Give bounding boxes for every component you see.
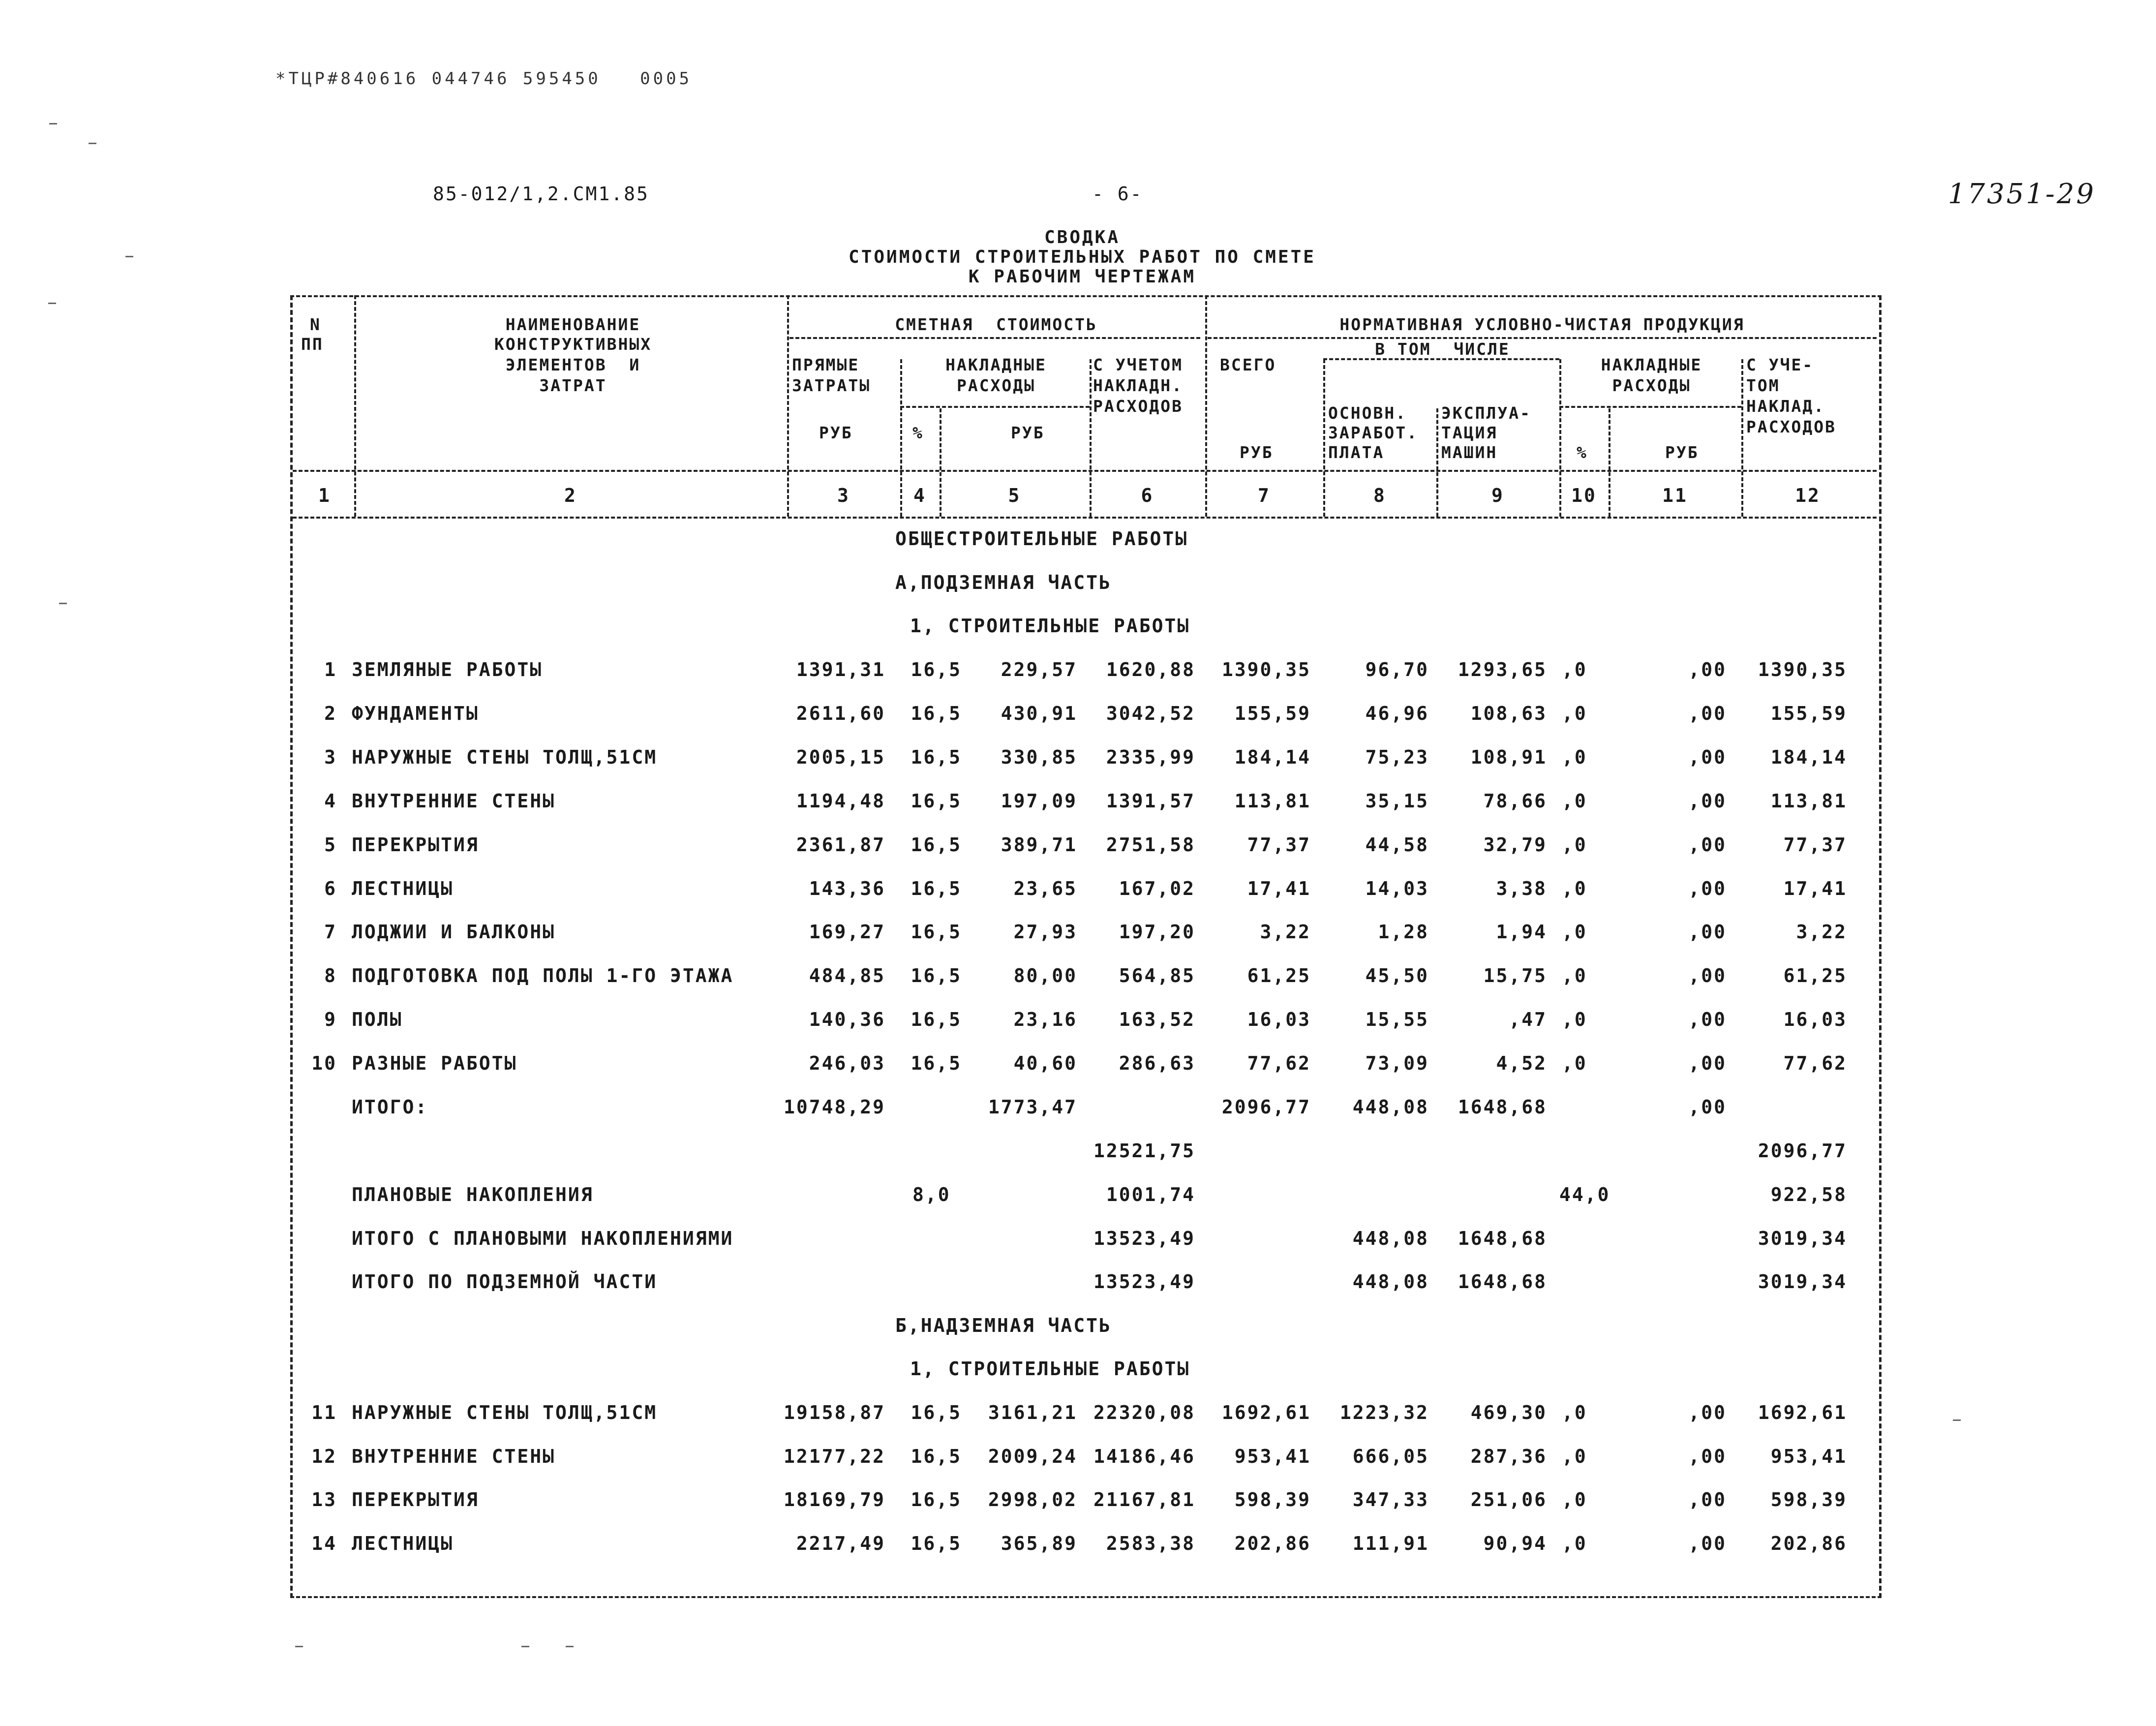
row-cell-c6: 1620,88 [1106, 659, 1195, 680]
plan-c12: 922,58 [1770, 1184, 1847, 1205]
row-cell-c11: ,00 [1688, 659, 1727, 680]
itogo-c11: ,00 [1688, 1096, 1727, 1118]
hdr-norm-with-4: РАСХОДОВ [1746, 417, 1836, 436]
scan-speck [521, 1646, 529, 1647]
row-cell-c4: 16,5 [911, 746, 962, 768]
hdr-wages-1: ОСНОВН. [1328, 403, 1407, 423]
sheet-code: 85-012/1,2.СМ1.85 [433, 183, 649, 205]
row-cell-c4: 16,5 [911, 702, 962, 724]
row-cell-c4: 16,5 [911, 1533, 962, 1555]
row-cell-c6: 197,20 [1119, 921, 1195, 943]
row-cell-c6: 564,85 [1119, 965, 1195, 987]
row-cell-c12: 77,37 [1783, 833, 1847, 856]
row-cell-c4: 16,5 [911, 921, 962, 943]
row-cell-c8: 73,09 [1365, 1052, 1429, 1075]
hdr-machines-3: МАШИН [1441, 443, 1498, 462]
colnum-9: 9 [1491, 485, 1504, 506]
row-cell-c12: 3,22 [1796, 921, 1847, 943]
row-cell-c7: 1390,35 [1221, 659, 1311, 680]
row-cell-c6: 1391,57 [1106, 790, 1195, 812]
row-cell-c7: 953,41 [1234, 1445, 1311, 1467]
hdr-overhead-2: РАСХОДЫ [956, 376, 1036, 395]
colnum-10: 10 [1571, 485, 1597, 506]
row-cell-c12: 598,39 [1770, 1489, 1847, 1511]
section-general: ОБЩЕСТРОИТЕЛЬНЫЕ РАБОТЫ [895, 528, 1188, 550]
hdr-wages-3: ПЛАТА [1328, 443, 1385, 462]
row-name: ЛОДЖИИ И БАЛКОНЫ [352, 921, 556, 943]
row-number: 7 [324, 921, 337, 943]
row-cell-c6: 2335,99 [1106, 746, 1195, 768]
title-line-1: СВОДКА [1044, 227, 1121, 247]
scan-speck [49, 123, 57, 124]
row-cell-c6: 2751,58 [1106, 833, 1195, 856]
row-cell-c7: 1692,61 [1221, 1402, 1311, 1423]
row-cell-c12: 202,86 [1770, 1533, 1847, 1555]
row-cell-c6: 163,52 [1119, 1009, 1195, 1031]
row-cell-c9: 78,66 [1483, 790, 1547, 812]
hdr-group-cost: СМЕТНАЯ СТОИМОСТЬ [895, 315, 1097, 334]
hdr-machines-2: ТАЦИЯ [1441, 423, 1498, 442]
section-aboveground: Б,НАДЗЕМНАЯ ЧАСТЬ [895, 1315, 1112, 1336]
hdr-machines-1: ЭКСПЛУА- [1441, 403, 1531, 423]
row-cell-c5: 229,57 [1001, 659, 1077, 680]
hdr-direct-2: ЗАТРАТЫ [792, 376, 871, 395]
itogo-label: ИТОГО: [352, 1096, 428, 1118]
row-name: ПЕРЕКРЫТИЯ [352, 833, 479, 856]
row-cell-c5: 430,91 [1001, 702, 1077, 724]
row-cell-c9: 1,94 [1496, 921, 1547, 943]
colnum-rule [293, 517, 1877, 519]
hdr-pct-10: % [1577, 443, 1588, 462]
row-number: 13 [311, 1489, 337, 1511]
row-cell-c9: 108,91 [1470, 746, 1547, 768]
row-cell-c11: ,00 [1688, 1402, 1727, 1423]
row-cell-c10: ,0 [1562, 1402, 1587, 1423]
hdr-overhead-1: НАКЛАДНЫЕ [945, 355, 1047, 374]
overhead-sub-rule [900, 406, 1090, 408]
row-cell-c5: 80,00 [1013, 965, 1077, 987]
under-label: ИТОГО ПО ПОДЗЕМНОЙ ЧАСТИ [352, 1271, 658, 1293]
row-cell-c3: 2611,60 [796, 702, 885, 724]
row-cell-c11: ,00 [1688, 1489, 1727, 1511]
row-cell-c10: ,0 [1562, 1533, 1587, 1555]
row-number: 12 [311, 1445, 337, 1467]
row-cell-c8: 1,28 [1378, 921, 1429, 943]
row-cell-c5: 3161,21 [988, 1402, 1077, 1423]
row-cell-c7: 17,41 [1247, 877, 1311, 899]
row-cell-c7: 184,14 [1234, 746, 1311, 768]
title-line-3: К РАБОЧИМ ЧЕРТЕЖАМ [968, 267, 1196, 287]
hdr-rub-5: РУБ [1011, 423, 1045, 442]
row-cell-c7: 16,03 [1247, 1009, 1311, 1031]
colnum-8: 8 [1373, 485, 1386, 506]
row-cell-c7: 113,81 [1234, 790, 1311, 812]
row-name: ЗЕМЛЯНЫЕ РАБОТЫ [352, 659, 543, 680]
row-cell-c7: 61,25 [1247, 965, 1311, 987]
hdr-name-2: КОНСТРУКТИВНЫХ [494, 335, 652, 354]
scan-speck [1953, 1419, 1961, 1421]
with-plan-c9: 1648,68 [1458, 1228, 1547, 1249]
row-cell-c11: ,00 [1688, 921, 1727, 943]
hdr-with-overhead-3: РАСХОДОВ [1093, 397, 1183, 416]
row-cell-c6: 21167,81 [1093, 1489, 1195, 1511]
hdr-name-3: ЭЛЕМЕНТОВ И [505, 355, 641, 374]
row-cell-c12: 16,03 [1783, 1009, 1847, 1031]
col-divider-2 [787, 295, 789, 517]
row-cell-c4: 16,5 [911, 1445, 962, 1467]
row-cell-c11: ,00 [1688, 1445, 1727, 1467]
row-number: 4 [324, 790, 337, 812]
with-plan-label: ИТОГО С ПЛАНОВЫМИ НАКОПЛЕНИЯМИ [352, 1228, 734, 1249]
with-plan-c8: 448,08 [1352, 1228, 1429, 1249]
row-cell-c8: 14,03 [1365, 877, 1429, 899]
colnum-11: 11 [1662, 485, 1688, 506]
hdr-rub-3: РУБ [819, 423, 853, 442]
colnum-3: 3 [837, 485, 850, 506]
row-cell-c12: 17,41 [1783, 877, 1847, 899]
with-plan-c12: 3019,34 [1758, 1228, 1847, 1249]
hdr-total: ВСЕГО [1220, 355, 1276, 374]
hdr-name-4: ЗАТРАТ [539, 376, 607, 395]
itogo-c3: 10748,29 [783, 1096, 885, 1118]
colnum-7: 7 [1258, 485, 1271, 506]
row-cell-c6: 2583,38 [1106, 1533, 1195, 1555]
row-cell-c3: 140,36 [809, 1009, 885, 1031]
row-cell-c11: ,00 [1688, 1052, 1727, 1075]
scan-speck [89, 143, 96, 144]
scan-speck [566, 1646, 574, 1647]
row-cell-c10: ,0 [1562, 1052, 1587, 1075]
row-cell-c8: 347,33 [1352, 1489, 1429, 1511]
row-cell-c11: ,00 [1688, 790, 1727, 812]
row-cell-c10: ,0 [1562, 965, 1587, 987]
row-cell-c4: 16,5 [911, 1489, 962, 1511]
under-c12: 3019,34 [1758, 1271, 1847, 1293]
row-cell-c12: 77,62 [1783, 1052, 1847, 1075]
row-cell-c3: 2005,15 [796, 746, 885, 768]
row-cell-c8: 111,91 [1352, 1533, 1429, 1555]
row-cell-c3: 1391,31 [796, 659, 885, 680]
row-cell-c9: 469,30 [1470, 1402, 1547, 1423]
row-cell-c11: ,00 [1688, 833, 1727, 856]
itogo-c8: 448,08 [1352, 1096, 1429, 1118]
row-cell-c3: 19158,87 [783, 1402, 885, 1423]
plan-c10: 44,0 [1559, 1184, 1610, 1205]
row-cell-c5: 23,65 [1013, 877, 1077, 899]
row-cell-c5: 40,60 [1013, 1052, 1077, 1075]
hdr-rub-7: РУБ [1240, 443, 1274, 462]
row-cell-c6: 3042,52 [1106, 702, 1195, 724]
row-cell-c12: 184,14 [1770, 746, 1847, 768]
plan-c4: 8,0 [912, 1184, 951, 1205]
scan-speck [125, 256, 133, 257]
row-number: 5 [324, 833, 337, 856]
row-cell-c3: 2217,49 [796, 1533, 885, 1555]
row-cell-c4: 16,5 [911, 1052, 962, 1075]
scan-speck [59, 603, 67, 604]
plan-label: ПЛАНОВЫЕ НАКОПЛЕНИЯ [352, 1184, 594, 1205]
hdr-with-overhead-2: НАКЛАДН. [1093, 376, 1183, 395]
colnum-12: 12 [1795, 485, 1821, 506]
row-cell-c5: 330,85 [1001, 746, 1077, 768]
row-cell-c3: 1194,48 [796, 790, 885, 812]
colnum-4: 4 [913, 485, 926, 506]
itogo-c9: 1648,68 [1458, 1096, 1547, 1118]
row-number: 14 [311, 1533, 337, 1555]
cost-group-rule [790, 337, 1200, 339]
row-cell-c10: ,0 [1562, 877, 1587, 899]
scan-speck [48, 303, 56, 304]
row-cell-c9: 15,75 [1483, 965, 1547, 987]
hdr-rub-11: РУБ [1665, 443, 1699, 462]
row-number: 11 [311, 1402, 337, 1423]
page-number: - 6- [1092, 183, 1143, 205]
row-cell-c12: 1390,35 [1758, 659, 1847, 680]
row-cell-c10: ,0 [1562, 1009, 1587, 1031]
row-cell-c10: ,0 [1562, 921, 1587, 943]
row-number: 3 [324, 746, 337, 768]
itogo-c5: 1773,47 [988, 1096, 1077, 1118]
row-cell-c6: 14186,46 [1093, 1445, 1195, 1467]
row-cell-c7: 3,22 [1260, 921, 1311, 943]
row-cell-c5: 23,16 [1013, 1009, 1077, 1031]
section-underground: А,ПОДЗЕМНАЯ ЧАСТЬ [895, 572, 1112, 593]
row-cell-c4: 16,5 [911, 1009, 962, 1031]
row-cell-c5: 389,71 [1001, 833, 1077, 856]
row-cell-c9: 3,38 [1496, 877, 1547, 899]
hdr-name-1: НАИМЕНОВАНИЕ [505, 315, 641, 334]
row-cell-c7: 598,39 [1234, 1489, 1311, 1511]
row-cell-c3: 18169,79 [783, 1489, 885, 1511]
row-name: ЛЕСТНИЦЫ [352, 1533, 454, 1555]
row-cell-c6: 167,02 [1119, 877, 1195, 899]
row-cell-c4: 16,5 [911, 1402, 962, 1423]
row-name: НАРУЖНЫЕ СТЕНЫ ТОЛЩ,51СМ [352, 746, 658, 768]
colnum-2: 2 [564, 485, 577, 506]
hdr-norm-with-1: С УЧЕ- [1746, 355, 1814, 374]
hdr-norm-with-2: ТОМ [1746, 376, 1780, 395]
row-cell-c7: 77,37 [1247, 833, 1311, 856]
row-number: 8 [324, 965, 337, 987]
row-cell-c3: 12177,22 [783, 1445, 885, 1467]
row-cell-c8: 96,70 [1365, 659, 1429, 680]
colnum-6: 6 [1141, 485, 1154, 506]
col-divider-1 [354, 295, 356, 517]
row-name: ВНУТРЕННИЕ СТЕНЫ [352, 1445, 556, 1467]
row-name: ФУНДАМЕНТЫ [352, 702, 479, 724]
hdr-including: В ТОМ ЧИСЛЕ [1375, 339, 1510, 359]
row-cell-c6: 22320,08 [1093, 1402, 1195, 1423]
row-cell-c5: 2009,24 [988, 1445, 1077, 1467]
row-cell-c4: 16,5 [911, 877, 962, 899]
hdr-no-1: N [310, 315, 321, 334]
row-cell-c8: 45,50 [1365, 965, 1429, 987]
row-cell-c8: 44,58 [1365, 833, 1429, 856]
row-cell-c10: ,0 [1562, 702, 1587, 724]
row-cell-c7: 77,62 [1247, 1052, 1311, 1075]
row-cell-c9: 287,36 [1470, 1445, 1547, 1467]
row-cell-c12: 1692,61 [1758, 1402, 1847, 1423]
hdr-direct-1: ПРЯМЫЕ [792, 355, 860, 374]
hdr-group-norm: НОРМАТИВНАЯ УСЛОВНО-ЧИСТАЯ ПРОДУКЦИЯ [1339, 315, 1745, 334]
hdr-norm-overhead-1: НАКЛАДНЫЕ [1601, 355, 1702, 374]
row-cell-c5: 197,09 [1001, 790, 1077, 812]
row-cell-c10: ,0 [1562, 746, 1587, 768]
row-cell-c4: 16,5 [911, 659, 962, 680]
row-cell-c8: 666,05 [1352, 1445, 1429, 1467]
row-cell-c12: 155,59 [1770, 702, 1847, 724]
row-cell-c6: 286,63 [1119, 1052, 1195, 1075]
row-cell-c4: 16,5 [911, 965, 962, 987]
row-cell-c5: 365,89 [1001, 1533, 1077, 1555]
row-cell-c3: 484,85 [809, 965, 885, 987]
row-cell-c8: 15,55 [1365, 1009, 1429, 1031]
row-cell-c8: 1223,32 [1339, 1402, 1429, 1423]
row-cell-c9: ,47 [1509, 1009, 1547, 1031]
plan-c6: 1001,74 [1106, 1184, 1195, 1205]
row-cell-c9: 108,63 [1470, 702, 1547, 724]
itogo-c7: 2096,77 [1221, 1096, 1311, 1118]
row-cell-c10: ,0 [1562, 1489, 1587, 1511]
hdr-pct-4: % [912, 423, 924, 442]
row-number: 2 [324, 702, 337, 724]
row-cell-c8: 35,15 [1365, 790, 1429, 812]
row-name: НАРУЖНЫЕ СТЕНЫ ТОЛЩ,51СМ [352, 1402, 658, 1423]
header-rule [293, 470, 1877, 472]
norm-overhead-sub-rule [1559, 406, 1741, 408]
scan-speck [295, 1646, 303, 1647]
row-name: ПОДГОТОВКА ПОД ПОЛЫ 1-ГО ЭТАЖА [352, 965, 734, 987]
row-cell-c9: 32,79 [1483, 833, 1547, 856]
row-cell-c10: ,0 [1562, 790, 1587, 812]
sum-c12: 2096,77 [1758, 1140, 1847, 1162]
row-cell-c11: ,00 [1688, 702, 1727, 724]
hdr-wages-2: ЗАРАБОТ. [1328, 423, 1418, 442]
with-plan-c6: 13523,49 [1093, 1228, 1195, 1249]
row-name: ЛЕСТНИЦЫ [352, 877, 454, 899]
under-c9: 1648,68 [1458, 1271, 1547, 1293]
row-cell-c8: 46,96 [1365, 702, 1429, 724]
row-cell-c11: ,00 [1688, 965, 1727, 987]
row-cell-c3: 143,36 [809, 877, 885, 899]
row-number: 1 [324, 659, 337, 680]
row-cell-c3: 246,03 [809, 1052, 885, 1075]
row-cell-c3: 169,27 [809, 921, 885, 943]
colnum-5: 5 [1008, 485, 1021, 506]
sum-c6: 12521,75 [1093, 1140, 1195, 1162]
row-cell-c9: 251,06 [1470, 1489, 1547, 1511]
row-cell-c7: 155,59 [1234, 702, 1311, 724]
handwritten-number: 17351-29 [1948, 178, 2096, 210]
row-cell-c5: 2998,02 [988, 1489, 1077, 1511]
row-number: 10 [311, 1052, 337, 1075]
row-number: 6 [324, 877, 337, 899]
row-cell-c11: ,00 [1688, 1533, 1727, 1555]
row-name: ПЕРЕКРЫТИЯ [352, 1489, 479, 1511]
row-cell-c10: ,0 [1562, 1445, 1587, 1467]
row-cell-c9: 4,52 [1496, 1052, 1547, 1075]
row-cell-c10: ,0 [1562, 659, 1587, 680]
row-name: ПОЛЫ [352, 1009, 403, 1031]
row-cell-c12: 61,25 [1783, 965, 1847, 987]
col-divider-6 [1205, 295, 1207, 517]
norm-group-rule [1208, 337, 1877, 339]
row-number: 9 [324, 1009, 337, 1031]
colnum-1: 1 [318, 485, 331, 506]
row-cell-c7: 202,86 [1234, 1533, 1311, 1555]
row-cell-c3: 2361,87 [796, 833, 885, 856]
hdr-no-2: ПП [301, 335, 324, 354]
row-cell-c11: ,00 [1688, 746, 1727, 768]
row-cell-c11: ,00 [1688, 1009, 1727, 1031]
title-line-2: СТОИМОСТИ СТРОИТЕЛЬНЫХ РАБОТ ПО СМЕТЕ [849, 247, 1316, 267]
row-cell-c11: ,00 [1688, 877, 1727, 899]
hdr-norm-with-3: НАКЛАД. [1746, 397, 1825, 416]
row-cell-c4: 16,5 [911, 790, 962, 812]
row-cell-c5: 27,93 [1013, 921, 1077, 943]
row-cell-c12: 953,41 [1770, 1445, 1847, 1467]
document-code: *ТЦР#840616 044746 595450 0005 [275, 69, 693, 89]
row-cell-c8: 75,23 [1365, 746, 1429, 768]
section-construction-b: 1, СТРОИТЕЛЬНЫЕ РАБОТЫ [910, 1358, 1190, 1380]
row-name: РАЗНЫЕ РАБОТЫ [352, 1052, 517, 1075]
row-cell-c9: 90,94 [1483, 1533, 1547, 1555]
row-cell-c9: 1293,65 [1458, 659, 1547, 680]
row-name: ВНУТРЕННИЕ СТЕНЫ [352, 790, 556, 812]
under-c8: 448,08 [1352, 1271, 1429, 1293]
row-cell-c4: 16,5 [911, 833, 962, 856]
under-c6: 13523,49 [1093, 1271, 1195, 1293]
row-cell-c10: ,0 [1562, 833, 1587, 856]
section-construction-a: 1, СТРОИТЕЛЬНЫЕ РАБОТЫ [910, 615, 1190, 637]
row-cell-c12: 113,81 [1770, 790, 1847, 812]
hdr-norm-overhead-2: РАСХОДЫ [1612, 376, 1691, 395]
hdr-with-overhead-1: С УЧЕТОМ [1093, 355, 1183, 374]
